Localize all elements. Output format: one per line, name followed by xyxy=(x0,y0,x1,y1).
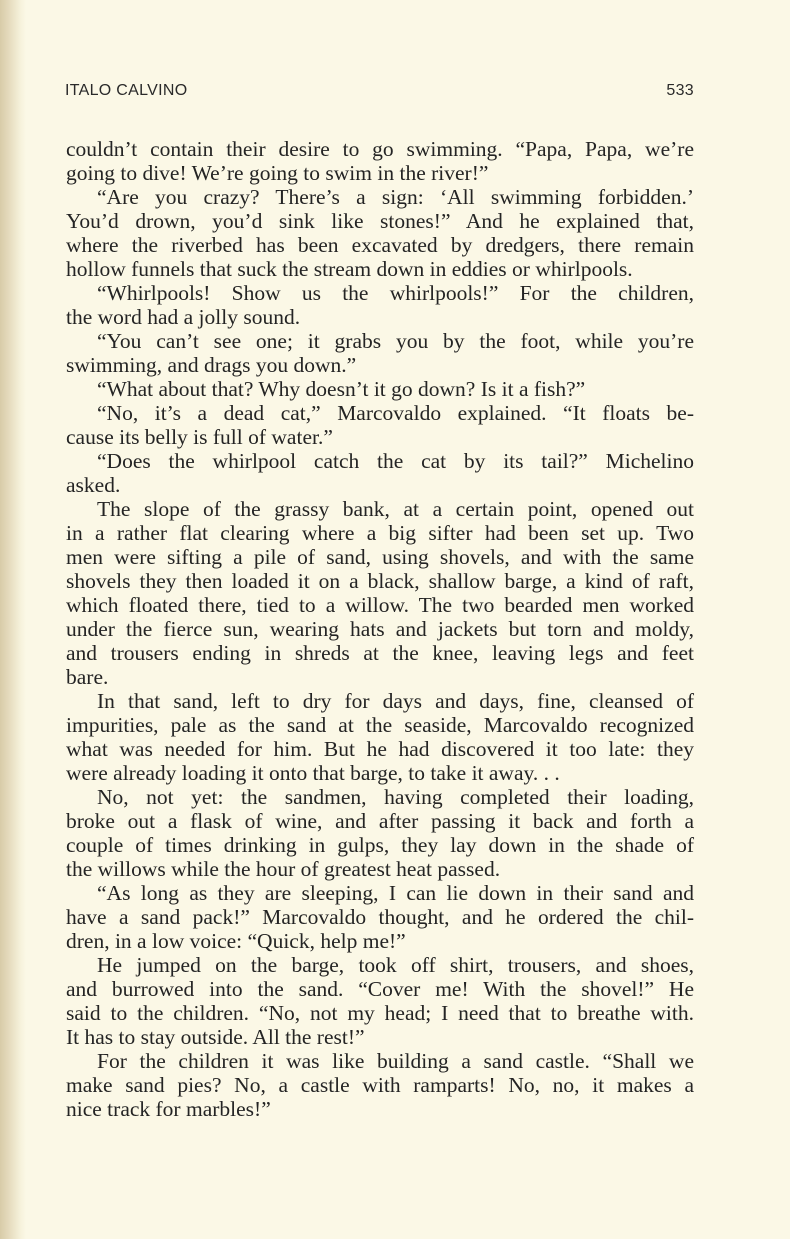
page-number: 533 xyxy=(666,82,694,99)
text-line: couldn’t contain their desire to go swimming. “Papa, Papa, we’re xyxy=(66,137,694,161)
text-line: hollow funnels that suck the stream down in eddies or whirlpools. xyxy=(66,257,633,281)
text-line: the word had a jolly sound. xyxy=(66,305,301,329)
text-line: and trousers ending in shreds at the knee, leaving legs and feet xyxy=(66,641,694,665)
text-line: No, not yet: the sandmen, having completed their loading, xyxy=(97,785,694,809)
text-line: “As long as they are sleeping, I can lie down in their sand and xyxy=(97,881,694,905)
text-line: For the children it was like building a sand castle. “Shall we xyxy=(97,1049,694,1073)
text-line: “What about that? Why doesn’t it go down? Is it a fish?” xyxy=(97,377,586,401)
text-line: under the fierce sun, wearing hats and jackets but torn and moldy, xyxy=(66,617,694,641)
text-line: men were sifting a pile of sand, using shovels, and with the same xyxy=(66,545,694,569)
text-line: shovels they then loaded it on a black, shallow barge, a kind of raft, xyxy=(66,569,694,593)
text-line: couple of times drinking in gulps, they lay down in the shade of xyxy=(66,833,694,857)
text-line: dren, in a low voice: “Quick, help me!” xyxy=(66,929,406,953)
text-line: “Whirlpools! Show us the whirlpools!” For the children, xyxy=(97,281,694,305)
text-line: It has to stay outside. All the rest!” xyxy=(66,1025,365,1049)
author-name: ITALO CALVINO xyxy=(65,82,188,99)
text-line: The slope of the grassy bank, at a certain point, opened out xyxy=(97,497,694,521)
text-line: in a rather flat clearing where a big sifter had been set up. Two xyxy=(66,521,694,545)
text-line: were already loading it onto that barge, to take it away. . . xyxy=(66,761,560,785)
text-line: make sand pies? No, a castle with ramparts! No, no, it makes a xyxy=(66,1073,694,1097)
text-line: impurities, pale as the sand at the seaside, Marcovaldo recognized xyxy=(66,713,694,737)
body-text xyxy=(66,137,694,1121)
text-line: broke out a flask of wine, and after passing it back and forth a xyxy=(66,809,694,833)
text-line: said to the children. “No, not my head; I need that to breathe with. xyxy=(66,1001,694,1025)
text-line: cause its belly is full of water.” xyxy=(66,425,333,449)
text-line: going to dive! We’re going to swim in the river!” xyxy=(66,161,489,185)
text-line: “You can’t see one; it grabs you by the foot, while you’re xyxy=(97,329,694,353)
text-line: In that sand, left to dry for days and days, fine, cleansed of xyxy=(97,689,694,713)
text-line: which floated there, tied to a willow. The two bearded men worked xyxy=(66,593,694,617)
text-line: bare. xyxy=(66,665,109,689)
text-line: have a sand pack!” Marcovaldo thought, and he ordered the chil- xyxy=(66,905,694,929)
text-line: and burrowed into the sand. “Cover me! With the shovel!” He xyxy=(66,977,694,1001)
text-line: “Does the whirlpool catch the cat by its tail?” Michelino xyxy=(97,449,694,473)
text-line: “No, it’s a dead cat,” Marcovaldo explained. “It floats be- xyxy=(97,401,694,425)
text-line: nice track for marbles!” xyxy=(66,1097,271,1121)
text-line: where the riverbed has been excavated by dredgers, there remain xyxy=(66,233,694,257)
text-line: “Are you crazy? There’s a sign: ‘All swimming forbidden.’ xyxy=(97,185,694,209)
text-line: You’d drown, you’d sink like stones!” And he explained that, xyxy=(66,209,694,233)
text-line: swimming, and drags you down.” xyxy=(66,353,357,377)
text-line: what was needed for him. But he had discovered it too late: they xyxy=(66,737,694,761)
page-gutter-shadow xyxy=(0,0,26,1239)
text-line: He jumped on the barge, took off shirt, trousers, and shoes, xyxy=(97,953,694,977)
running-header xyxy=(65,82,694,100)
text-line: the willows while the hour of greatest heat passed. xyxy=(66,857,501,881)
text-line: asked. xyxy=(66,473,121,497)
